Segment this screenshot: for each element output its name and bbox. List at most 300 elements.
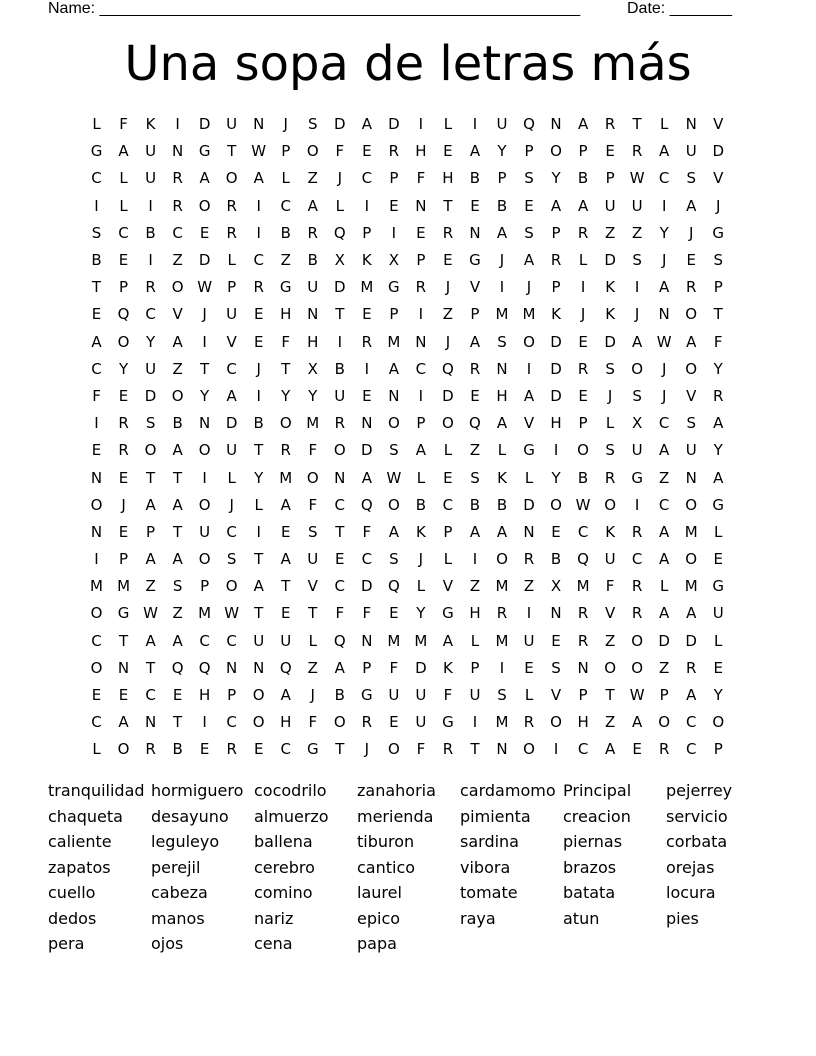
grid-letter[interactable]: L xyxy=(416,577,426,596)
grid-letter[interactable]: A xyxy=(172,441,183,460)
grid-letter[interactable]: M xyxy=(495,577,509,596)
grid-letter[interactable]: U xyxy=(388,686,400,705)
grid-letter[interactable]: F xyxy=(281,332,291,351)
grid-letter[interactable]: Z xyxy=(523,577,535,596)
grid-letter[interactable]: V xyxy=(442,577,454,596)
grid-letter[interactable]: U xyxy=(226,305,238,324)
grid-letter[interactable]: Y xyxy=(497,142,507,161)
grid-letter[interactable]: U xyxy=(604,550,616,569)
grid-letter[interactable]: A xyxy=(659,142,670,161)
grid-letter[interactable]: Q xyxy=(360,495,373,514)
grid-letter[interactable]: C xyxy=(226,631,237,650)
grid-letter[interactable]: M xyxy=(414,631,428,650)
grid-letter[interactable]: J xyxy=(688,223,694,242)
grid-letter[interactable]: Y xyxy=(713,686,723,705)
grid-letter[interactable]: E xyxy=(470,386,480,405)
grid-letter[interactable]: P xyxy=(497,169,507,188)
grid-letter[interactable]: E xyxy=(280,604,291,623)
grid-letter[interactable]: U xyxy=(712,604,724,623)
grid-letter[interactable]: P xyxy=(119,278,129,297)
grid-letter[interactable]: G xyxy=(442,604,454,623)
grid-letter[interactable]: R xyxy=(577,359,589,378)
grid-letter[interactable]: H xyxy=(415,142,427,161)
grid-letter[interactable]: N xyxy=(226,658,238,677)
grid-letter[interactable]: N xyxy=(334,468,346,487)
grid-letter[interactable]: R xyxy=(631,577,643,596)
grid-letter[interactable]: D xyxy=(550,386,562,405)
grid-letter[interactable]: R xyxy=(685,658,697,677)
grid-letter[interactable]: V xyxy=(686,386,697,405)
grid-letter[interactable]: D xyxy=(361,577,373,596)
grid-letter[interactable]: U xyxy=(496,115,508,134)
grid-letter[interactable]: D xyxy=(604,332,616,351)
grid-letter[interactable]: R xyxy=(442,740,454,759)
grid-letter[interactable]: N xyxy=(523,522,535,541)
grid-letter[interactable]: N xyxy=(307,305,319,324)
grid-letter[interactable]: S xyxy=(389,550,399,569)
grid-letter[interactable]: O xyxy=(225,169,238,188)
grid-letter[interactable]: F xyxy=(335,142,345,161)
grid-letter[interactable]: X xyxy=(334,251,345,270)
grid-letter[interactable]: M xyxy=(495,713,509,732)
grid-letter[interactable]: Q xyxy=(387,577,400,596)
grid-letter[interactable]: P xyxy=(119,550,129,569)
grid-letter[interactable]: F xyxy=(416,740,426,759)
grid-letter[interactable]: Q xyxy=(469,414,481,433)
grid-letter[interactable]: T xyxy=(91,278,102,297)
grid-letter[interactable]: D xyxy=(442,386,454,405)
grid-letter[interactable]: Q xyxy=(198,658,211,677)
grid-letter[interactable]: P xyxy=(416,414,426,433)
grid-letter[interactable]: I xyxy=(256,386,261,405)
grid-letter[interactable]: K xyxy=(497,468,507,487)
grid-letter[interactable]: W xyxy=(629,169,645,188)
grid-letter[interactable]: A xyxy=(415,441,427,460)
grid-letter[interactable]: R xyxy=(577,223,589,242)
grid-letter[interactable]: J xyxy=(607,386,613,405)
grid-letter[interactable]: N xyxy=(144,713,157,732)
grid-letter[interactable]: A xyxy=(659,550,670,569)
grid-letter[interactable]: S xyxy=(308,115,318,134)
grid-letter[interactable]: S xyxy=(686,169,696,188)
grid-letter[interactable]: I xyxy=(364,196,370,215)
grid-letter[interactable]: H xyxy=(577,713,589,732)
grid-letter[interactable]: R xyxy=(658,740,670,759)
grid-letter[interactable]: R xyxy=(604,468,616,487)
grid-letter[interactable]: C xyxy=(631,550,643,569)
grid-letter[interactable]: A xyxy=(496,223,508,242)
grid-letter[interactable]: G xyxy=(442,713,454,732)
grid-letter[interactable]: E xyxy=(389,604,399,623)
grid-letter[interactable]: X xyxy=(388,251,399,270)
grid-letter[interactable]: I xyxy=(337,332,343,351)
grid-letter[interactable]: A xyxy=(469,142,481,161)
grid-letter[interactable]: Z xyxy=(632,223,643,242)
grid-letter[interactable]: Y xyxy=(281,386,291,405)
grid-letter[interactable]: S xyxy=(497,332,507,351)
grid-letter[interactable]: L xyxy=(416,468,426,487)
grid-letter[interactable]: S xyxy=(308,522,318,541)
grid-letter[interactable]: G xyxy=(388,278,400,297)
grid-letter[interactable]: Q xyxy=(523,115,535,134)
grid-letter[interactable]: L xyxy=(470,631,480,650)
grid-letter[interactable]: L xyxy=(659,577,669,596)
grid-letter[interactable]: A xyxy=(118,142,129,161)
grid-letter[interactable]: H xyxy=(496,386,508,405)
grid-letter[interactable]: U xyxy=(145,169,157,188)
grid-letter[interactable]: C xyxy=(280,740,291,759)
grid-letter[interactable]: E xyxy=(416,223,426,242)
grid-letter[interactable]: A xyxy=(388,359,399,378)
grid-letter[interactable]: E xyxy=(118,386,129,405)
grid-letter[interactable]: I xyxy=(94,414,99,433)
grid-letter[interactable]: S xyxy=(145,414,156,433)
grid-letter[interactable]: K xyxy=(443,658,453,677)
grid-letter[interactable]: O xyxy=(333,713,346,732)
grid-letter[interactable]: A xyxy=(550,196,562,215)
grid-letter[interactable]: N xyxy=(496,740,508,759)
grid-letter[interactable]: A xyxy=(496,522,508,541)
grid-letter[interactable]: F xyxy=(335,604,345,623)
grid-letter[interactable]: P xyxy=(281,142,291,161)
grid-letter[interactable]: S xyxy=(524,223,534,242)
grid-letter[interactable]: A xyxy=(253,577,264,596)
grid-letter[interactable]: E xyxy=(524,196,534,215)
grid-letter[interactable]: E xyxy=(443,142,453,161)
grid-letter[interactable]: K xyxy=(145,115,156,134)
grid-letter[interactable]: A xyxy=(659,604,670,623)
grid-letter[interactable]: J xyxy=(283,115,288,134)
grid-letter[interactable]: P xyxy=(605,169,615,188)
grid-letter[interactable]: U xyxy=(145,142,157,161)
grid-letter[interactable]: L xyxy=(119,196,128,215)
grid-letter[interactable]: N xyxy=(415,332,427,351)
grid-letter[interactable]: E xyxy=(172,686,183,705)
grid-letter[interactable]: F xyxy=(416,169,426,188)
grid-letter[interactable]: C xyxy=(361,169,373,188)
grid-letter[interactable]: T xyxy=(254,550,264,569)
grid-letter[interactable]: Y xyxy=(254,468,264,487)
grid-letter[interactable]: J xyxy=(310,686,315,705)
grid-letter[interactable]: C xyxy=(172,223,183,242)
grid-letter[interactable]: D xyxy=(604,251,616,270)
grid-letter[interactable]: E xyxy=(713,550,723,569)
grid-letter[interactable]: G xyxy=(279,278,292,297)
grid-letter[interactable]: M xyxy=(684,577,698,596)
grid-letter[interactable]: I xyxy=(634,495,640,514)
grid-letter[interactable]: Z xyxy=(307,169,318,188)
grid-letter[interactable]: G xyxy=(306,740,319,759)
grid-letter[interactable]: O xyxy=(117,740,130,759)
grid-letter[interactable]: Q xyxy=(333,631,346,650)
grid-letter[interactable]: R xyxy=(280,441,291,460)
grid-letter[interactable]: P xyxy=(389,169,399,188)
grid-letter[interactable]: S xyxy=(470,468,480,487)
grid-letter[interactable]: H xyxy=(469,604,481,623)
grid-letter[interactable]: C xyxy=(334,495,346,514)
grid-letter[interactable]: B xyxy=(469,495,481,514)
grid-letter[interactable]: P xyxy=(578,142,588,161)
grid-letter[interactable]: M xyxy=(360,278,374,297)
grid-letter[interactable]: M xyxy=(387,332,401,351)
grid-letter[interactable]: C xyxy=(658,169,670,188)
grid-letter[interactable]: Z xyxy=(442,305,454,324)
grid-letter[interactable]: C xyxy=(91,631,102,650)
grid-letter[interactable]: C xyxy=(577,740,589,759)
grid-letter[interactable]: S xyxy=(605,359,615,378)
grid-letter[interactable]: A xyxy=(172,332,183,351)
grid-letter[interactable]: L xyxy=(119,169,128,188)
grid-letter[interactable]: R xyxy=(253,278,264,297)
grid-letter[interactable]: J xyxy=(229,495,234,514)
grid-letter[interactable]: M xyxy=(495,631,509,650)
grid-letter[interactable]: U xyxy=(685,441,697,460)
grid-letter[interactable]: C xyxy=(145,686,156,705)
grid-letter[interactable]: T xyxy=(173,522,183,541)
grid-letter[interactable]: A xyxy=(577,196,589,215)
grid-letter[interactable]: N xyxy=(550,604,562,623)
grid-letter[interactable]: S xyxy=(226,550,237,569)
grid-letter[interactable]: S xyxy=(605,441,615,460)
grid-letter[interactable]: K xyxy=(605,278,616,297)
grid-letter[interactable]: V xyxy=(469,278,481,297)
grid-letter[interactable]: J xyxy=(661,251,667,270)
grid-letter[interactable]: A xyxy=(632,713,643,732)
grid-letter[interactable]: T xyxy=(335,740,345,759)
grid-letter[interactable]: J xyxy=(445,332,451,351)
grid-letter[interactable]: A xyxy=(469,332,481,351)
grid-letter[interactable]: T xyxy=(443,196,453,215)
grid-letter[interactable]: A xyxy=(713,468,724,487)
grid-letter[interactable]: O xyxy=(685,359,698,378)
grid-letter[interactable]: J xyxy=(580,305,586,324)
date-field[interactable]: Date: _______ xyxy=(627,0,732,17)
grid-letter[interactable]: L xyxy=(308,631,317,650)
grid-letter[interactable]: R xyxy=(550,251,562,270)
grid-letter[interactable]: R xyxy=(118,414,129,433)
grid-letter[interactable]: Q xyxy=(279,658,292,677)
grid-letter[interactable]: U xyxy=(469,686,481,705)
grid-letter[interactable]: K xyxy=(415,522,426,541)
grid-letter[interactable]: O xyxy=(333,441,346,460)
grid-letter[interactable]: U xyxy=(226,441,238,460)
grid-letter[interactable]: U xyxy=(415,686,427,705)
grid-letter[interactable]: B xyxy=(307,251,318,270)
grid-letter[interactable]: A xyxy=(253,169,264,188)
grid-letter[interactable]: T xyxy=(335,305,345,324)
grid-letter[interactable]: R xyxy=(307,223,318,242)
grid-letter[interactable]: P xyxy=(470,305,480,324)
grid-letter[interactable]: Q xyxy=(442,359,454,378)
grid-letter[interactable]: W xyxy=(251,142,267,161)
grid-letter[interactable]: L xyxy=(714,631,723,650)
grid-letter[interactable]: G xyxy=(198,142,211,161)
grid-letter[interactable]: R xyxy=(226,223,237,242)
grid-letter[interactable]: A xyxy=(361,115,372,134)
grid-letter[interactable]: R xyxy=(118,441,129,460)
grid-letter[interactable]: N xyxy=(415,196,427,215)
grid-letter[interactable]: C xyxy=(280,196,291,215)
grid-letter[interactable]: R xyxy=(496,604,508,623)
grid-letter[interactable]: D xyxy=(198,115,211,134)
grid-letter[interactable]: O xyxy=(117,332,130,351)
grid-letter[interactable]: A xyxy=(118,713,129,732)
grid-letter[interactable]: T xyxy=(254,604,264,623)
grid-letter[interactable]: B xyxy=(91,251,102,270)
grid-letter[interactable]: R xyxy=(145,278,156,297)
grid-letter[interactable]: J xyxy=(716,196,721,215)
grid-letter[interactable]: C xyxy=(658,495,670,514)
grid-letter[interactable]: M xyxy=(684,522,698,541)
grid-letter[interactable]: A xyxy=(577,115,589,134)
grid-letter[interactable]: E xyxy=(118,468,129,487)
grid-letter[interactable]: P xyxy=(578,414,588,433)
grid-letter[interactable]: P xyxy=(389,305,399,324)
grid-letter[interactable]: T xyxy=(145,468,156,487)
grid-letter[interactable]: E xyxy=(91,686,102,705)
grid-letter[interactable]: W xyxy=(197,278,213,297)
grid-letter[interactable]: N xyxy=(577,658,589,677)
grid-letter[interactable]: I xyxy=(148,251,153,270)
grid-letter[interactable]: U xyxy=(199,522,211,541)
grid-letter[interactable]: A xyxy=(686,604,697,623)
grid-letter[interactable]: A xyxy=(713,414,724,433)
grid-letter[interactable]: B xyxy=(253,414,264,433)
grid-letter[interactable]: L xyxy=(659,115,669,134)
grid-letter[interactable]: C xyxy=(118,223,129,242)
grid-letter[interactable]: U xyxy=(604,196,616,215)
grid-letter[interactable]: B xyxy=(334,359,345,378)
grid-letter[interactable]: K xyxy=(605,305,616,324)
grid-letter[interactable]: B xyxy=(334,686,345,705)
grid-letter[interactable]: Q xyxy=(577,550,589,569)
grid-letter[interactable]: O xyxy=(604,495,617,514)
grid-letter[interactable]: L xyxy=(92,740,101,759)
grid-letter[interactable]: J xyxy=(634,305,640,324)
grid-letter[interactable]: Y xyxy=(308,386,318,405)
grid-letter[interactable]: D xyxy=(144,386,157,405)
grid-letter[interactable]: I xyxy=(202,713,207,732)
grid-letter[interactable]: A xyxy=(469,522,481,541)
grid-letter[interactable]: R xyxy=(523,550,535,569)
grid-letter[interactable]: P xyxy=(443,522,453,541)
grid-letter[interactable]: H xyxy=(442,169,454,188)
grid-letter[interactable]: E xyxy=(443,468,453,487)
grid-letter[interactable]: S xyxy=(524,169,534,188)
grid-letter[interactable]: U xyxy=(631,441,643,460)
grid-letter[interactable]: E xyxy=(389,196,399,215)
grid-letter[interactable]: N xyxy=(469,223,481,242)
grid-letter[interactable]: N xyxy=(253,658,265,677)
grid-letter[interactable]: I xyxy=(526,359,532,378)
grid-letter[interactable]: E xyxy=(578,386,588,405)
grid-letter[interactable]: A xyxy=(523,386,535,405)
grid-letter[interactable]: I xyxy=(553,740,559,759)
grid-letter[interactable]: S xyxy=(632,386,642,405)
grid-letter[interactable]: P xyxy=(362,658,372,677)
grid-letter[interactable]: T xyxy=(308,604,318,623)
grid-letter[interactable]: J xyxy=(661,386,667,405)
grid-letter[interactable]: D xyxy=(198,251,211,270)
grid-letter[interactable]: M xyxy=(495,305,509,324)
grid-letter[interactable]: L xyxy=(524,468,534,487)
grid-letter[interactable]: P xyxy=(227,278,237,297)
grid-letter[interactable]: E xyxy=(389,713,399,732)
grid-letter[interactable]: N xyxy=(550,115,562,134)
grid-letter[interactable]: P xyxy=(578,686,588,705)
grid-letter[interactable]: E xyxy=(280,522,291,541)
grid-letter[interactable]: O xyxy=(550,142,562,161)
grid-letter[interactable]: B xyxy=(280,223,291,242)
grid-letter[interactable]: A xyxy=(388,522,399,541)
grid-letter[interactable]: G xyxy=(712,577,725,596)
grid-letter[interactable]: L xyxy=(227,468,236,487)
grid-letter[interactable]: L xyxy=(714,522,723,541)
grid-letter[interactable]: N xyxy=(199,414,211,433)
grid-letter[interactable]: F xyxy=(443,686,453,705)
grid-letter[interactable]: S xyxy=(632,251,642,270)
grid-letter[interactable]: U xyxy=(415,713,427,732)
grid-letter[interactable]: O xyxy=(387,495,400,514)
grid-letter[interactable]: R xyxy=(577,631,589,650)
grid-letter[interactable]: Z xyxy=(172,359,183,378)
grid-letter[interactable]: F xyxy=(308,495,318,514)
grid-letter[interactable]: R xyxy=(577,604,589,623)
grid-letter[interactable]: E xyxy=(253,740,264,759)
grid-letter[interactable]: O xyxy=(90,495,103,514)
grid-letter[interactable]: I xyxy=(256,223,261,242)
grid-letter[interactable]: A xyxy=(442,631,454,650)
grid-letter[interactable]: O xyxy=(306,142,319,161)
grid-letter[interactable]: D xyxy=(388,115,400,134)
grid-letter[interactable]: A xyxy=(496,414,508,433)
grid-letter[interactable]: P xyxy=(146,522,156,541)
grid-letter[interactable]: N xyxy=(685,468,697,487)
grid-letter[interactable]: F xyxy=(362,522,372,541)
grid-letter[interactable]: L xyxy=(497,441,507,460)
grid-letter[interactable]: Z xyxy=(604,713,616,732)
grid-letter[interactable]: D xyxy=(712,142,725,161)
grid-letter[interactable]: C xyxy=(91,359,102,378)
grid-letter[interactable]: O xyxy=(144,441,157,460)
grid-letter[interactable]: E xyxy=(335,550,345,569)
grid-letter[interactable]: D xyxy=(361,441,373,460)
grid-letter[interactable]: C xyxy=(253,251,264,270)
grid-letter[interactable]: E xyxy=(578,332,588,351)
grid-letter[interactable]: R xyxy=(388,142,400,161)
grid-letter[interactable]: W xyxy=(386,468,402,487)
grid-letter[interactable]: R xyxy=(226,196,237,215)
grid-letter[interactable]: A xyxy=(659,522,670,541)
grid-letter[interactable]: I xyxy=(634,278,640,297)
grid-letter[interactable]: T xyxy=(173,713,183,732)
grid-letter[interactable]: L xyxy=(92,115,101,134)
grid-letter[interactable]: S xyxy=(172,577,183,596)
grid-letter[interactable]: R xyxy=(226,740,237,759)
grid-letter[interactable]: P xyxy=(713,278,723,297)
grid-letter[interactable]: I xyxy=(499,658,505,677)
grid-letter[interactable]: N xyxy=(685,115,697,134)
grid-letter[interactable]: J xyxy=(121,495,126,514)
grid-letter[interactable]: P xyxy=(470,658,480,677)
grid-letter[interactable]: E xyxy=(91,305,102,324)
grid-letter[interactable]: P xyxy=(659,686,669,705)
grid-letter[interactable]: T xyxy=(227,142,237,161)
grid-letter[interactable]: R xyxy=(469,359,481,378)
grid-letter[interactable]: U xyxy=(307,278,319,297)
grid-letter[interactable]: L xyxy=(443,441,453,460)
grid-letter[interactable]: O xyxy=(604,658,617,677)
